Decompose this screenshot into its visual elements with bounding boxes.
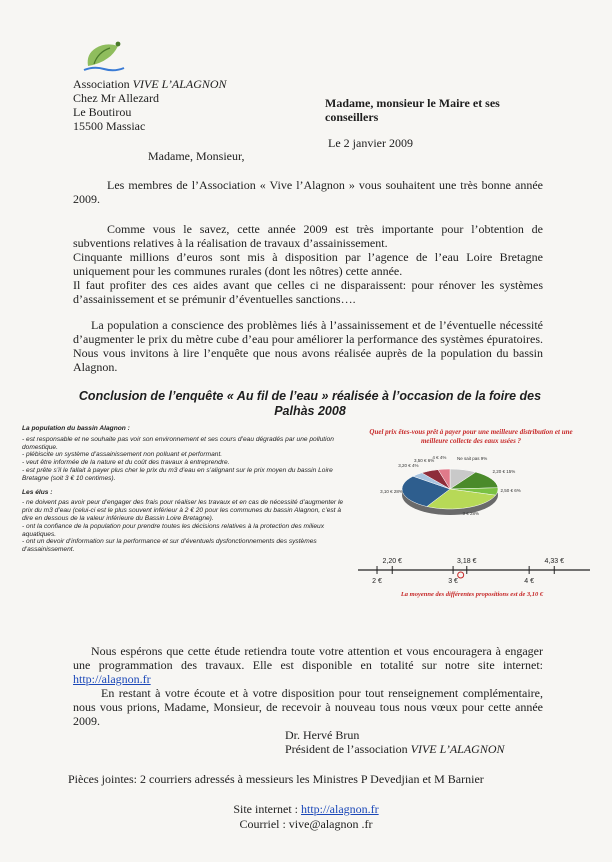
footer-website — [0, 802, 612, 817]
population-heading: La population du bassin Alagnon : — [22, 425, 130, 432]
pie-label: 4 € 4% — [432, 455, 447, 461]
price-pie-chart — [375, 455, 525, 530]
paragraph-population: La population a conscience des problèmes liés à l’assainissement et de l’éventuelle nécessité d’augmenter le prix du mètre cube d’eau pour améliorer la performance des systèmes épuratoires. Nous vous invitons à lire l’enquête que nous avons réalisée auprès de la population du bassin Alagnon. — [73, 318, 543, 374]
elus-item: - ont un devoir d’information sur la performance et sur d’éventuels dysfonctionnements des systèmes d’assainissement. — [22, 538, 317, 554]
scale-label: 4 € — [524, 578, 535, 585]
association-logo-icon — [80, 36, 128, 76]
sender-org-prefix: Association — [73, 77, 130, 91]
price-scale — [350, 550, 598, 590]
salutation: Madame, Monsieur, — [148, 149, 245, 163]
elus-item: - ne doivent pas avoir peur d’engager des frais pour réaliser les travaux et en cas de nécessité d’augmenter le prix du m3 d’eau (celui-ci est le plus souvent inférieur à 2 € 20 pour les communes du bassin Alagnon, c’est à dire en dessous de la valeur inférieure du Bassin Loire Bretagne). — [22, 499, 344, 522]
pie-label: 3 € 28% — [462, 510, 479, 516]
recipient: Madame, monsieur le Maire et ses conseillers — [325, 96, 500, 124]
pie-label: 3,20 € 4% — [398, 462, 419, 468]
sender-address — [73, 77, 227, 133]
paragraph-aids: Il faut profiter des ces aides avant que celles ci ne disparaissent: pour rénover les systèmes d’assainissement et se prémunir d’éventuelles sanctions…. — [73, 278, 543, 306]
chart-title: Quel prix êtes-vous prêt à payer pour une meilleure distribution et une meilleure collecte des eaux usées ? — [369, 428, 573, 445]
closing-paragraph — [73, 644, 543, 686]
elus-item: - ont la confiance de la population pour prendre toutes les décisions relatives à la protection des milieux aquatiques. — [22, 522, 325, 538]
paragraph-subsidies: Comme vous le savez, cette année 2009 est très importante pour l’obtention de subventions relatives à la réalisation de travaux d’assainissement. — [73, 222, 543, 250]
signature-name: Dr. Hervé Brun — [285, 728, 360, 742]
survey-conclusion-title: Conclusion de l’enquête « Au fil de l’eau » réalisée à l’occasion de la foire des Palhàs 2008 — [78, 389, 542, 418]
population-item: - plébiscite un système d’assainissement non polluant et performant. — [22, 451, 223, 459]
closing-text: Nous espérons que cette étude retiendra toute votre attention et vous encouragera à engager une programmation des travaux. Elle est disponible en totalité sur notre site internet: — [73, 644, 543, 672]
scale-label: 2,20 € — [382, 558, 402, 565]
sender-org-name: VIVE L’ALAGNON — [132, 77, 227, 91]
pie-label: 2,20 € 15% — [492, 469, 516, 475]
footer-email: Courriel : vive@alagnon .fr — [239, 817, 373, 831]
pie-label: 2,50 € 6% — [500, 487, 521, 493]
population-item: - veut être informée de la nature et du coût des travaux à entreprendre. — [22, 459, 230, 467]
footer-site-link[interactable]: http://alagnon.fr — [301, 802, 379, 816]
pie-label: 3,10 € 28% — [380, 489, 403, 495]
signature-org: VIVE L’ALAGNON — [410, 742, 505, 756]
attachments: Pièces jointes: 2 courriers adressés à messieurs les Ministres P Devedjian et M Barnier — [68, 772, 484, 786]
paragraph-funding: Cinquante millions d’euros sont mis à disposition par l’agence de l’eau Loire Bretagne uniquement pour les communes rurales (dont les nôtres) cette année. — [73, 250, 543, 278]
signature — [285, 728, 505, 756]
website-link[interactable]: http://alagnon.fr — [73, 672, 151, 686]
paragraph-wishes: Les membres de l’Association « Vive l’Alagnon » vous souhaitent une très bonne année 2009. — [73, 178, 543, 206]
sender-line3: Le Boutirou — [73, 105, 132, 119]
average-marker — [458, 572, 464, 578]
signature-title: Président de l’association — [285, 742, 408, 756]
closing-regards: En restant à votre écoute et à votre disposition pour tout renseignement complémentaire, nous vous prions, Madame, Monsieur, de recevoir à nouveau tous nous vœux pour cette année 2009. — [73, 686, 543, 728]
survey-findings — [22, 425, 345, 554]
pie-label: Ne sait pas 9% — [457, 456, 488, 462]
pie-label: 3,50 € 6% — [414, 457, 435, 463]
population-item: - est prête s’il le fallait à payer plus cher le prix du m3 d’eau en s’alignant sur le prix moyen du bassin Loire Bretagne (soit 3 € 10 centimes). — [22, 466, 333, 482]
population-item: - est responsable et ne souhaite pas voir son environnement et ses cours d’eau dégradés par une pollution domestique. — [22, 435, 334, 451]
scale-label: 2 € — [372, 578, 382, 585]
sender-line2: Chez Mr Allezard — [73, 91, 159, 105]
elus-heading: Les élus : — [22, 488, 53, 496]
scale-label: 3,18 € — [457, 558, 477, 565]
scale-label: 4,33 € — [544, 558, 564, 565]
average-note: La moyenne des différentes propositions est de 3,10 € — [400, 591, 544, 598]
footer-site-label: Site internet : — [233, 802, 298, 816]
letter-date: Le 2 janvier 2009 — [328, 136, 413, 150]
sender-line4: 15500 Massiac — [73, 119, 146, 133]
scale-label: 3 € — [448, 578, 458, 585]
